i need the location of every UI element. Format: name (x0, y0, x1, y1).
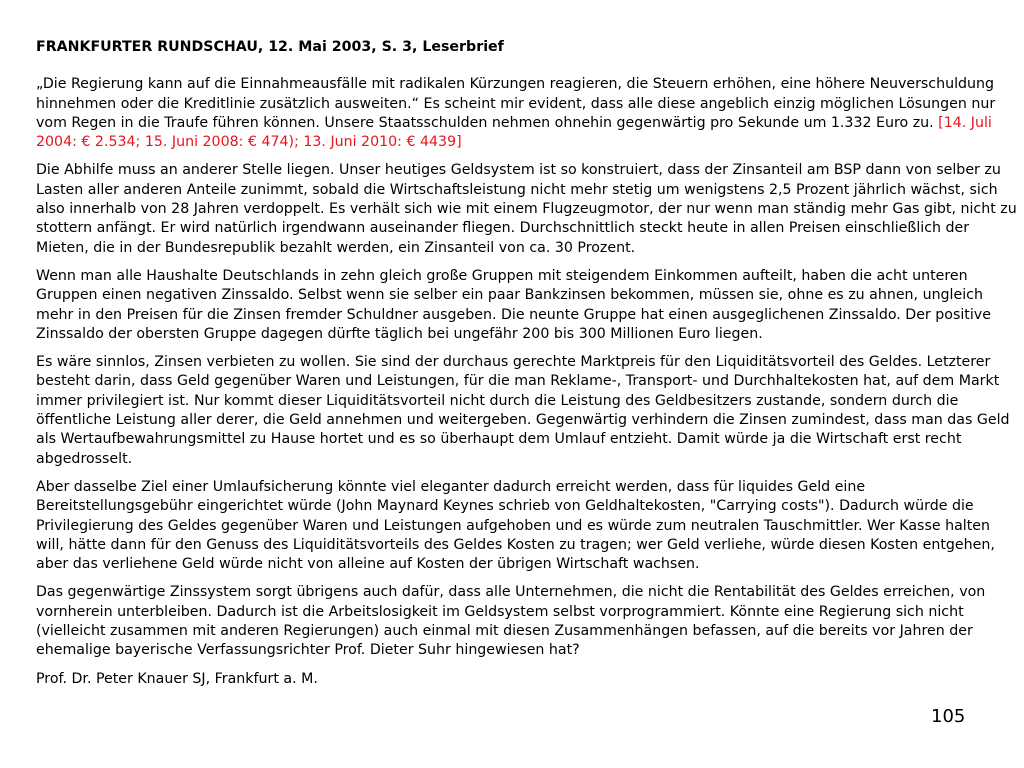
paragraph-2: Die Abhilfe muss an anderer Stelle liegen. Unser heutiges Geldsystem ist so konstruiert, dass der Zinsanteil am BSP dann von selber zu Lasten aller anderen Anteile zunimmt, sobald die Wirtschaftsleistung nicht mehr stetig um wenigstens 2,5 Prozent jährlich wächst, sich also innerhalb von 28 Jahren verdoppelt. Es verhält sich wie mit einem Flugzeugmotor, der nur wenn man ständig mehr Gas gibt, nicht zu stottern anfängt. Er wird natürlich irgendwann auseinander fliegen. Durchschnittlich steckt heute in allen Preisen einschließlich der Mieten, die in der Bundesrepublik bezahlt werden, ein Zinsanteil von ca. 30 Prozent. (36, 162, 1017, 256)
paragraph-5: Aber dasselbe Ziel einer Umlaufsicherung könnte viel eleganter dadurch erreicht werden, dass für liquides Geld eine Bereitstellungsgebühr eingerichtet würde (John Maynard Keynes schrieb von Geldhaltekosten, "Carrying costs"). Dadurch würde die Privilegierung des Geldes gegenüber Waren und Leistungen aufgehoben und es würde zum neutralen Tauschmittler. Wer Kasse halten will, hätte dann für den Genuss des Liquiditätsvorteils des Geldes Kosten zu tragen; wer Geld verliehe, würde diesen Kosten entgehen, aber das verliehene Geld würde nicht von alleine auf Kosten der übrigen Wirtschaft wachsen. (36, 478, 995, 573)
paragraph-4: Es wäre sinnlos, Zinsen verbieten zu wollen. Sie sind der durchaus gerechte Marktpreis für den Liquiditätsvorteil des Geldes. Letzterer besteht darin, dass Geld gegenüber Waren und Leistungen, für die man Reklame-, Transport- und Durchhaltekosten hat, auf dem Markt immer privilegiert ist. Nur kommt dieser Liquiditätsvorteil nicht durch die Leistung des Geldbesitzers zustande, sondern durch die öffentliche Leistung aller derer, die Geld annehmen und weitergeben. Gegenwärtig verhindern die Zinsen zumindest, dass man das Geld als Wertaufbewahrungsmittel zu Hause hortet und es so überhaupt dem Umlauf entzieht. Damit würde ja die Wirtschaft erst recht abgedrosselt. (36, 354, 1010, 467)
page-number: 105 (931, 706, 966, 727)
paragraph-1-text: „Die Regierung kann auf die Einnahmeausfälle mit radikalen Kürzungen reagieren, die Steuern erhöhen, eine höhere Neuverschuldung hinnehmen oder die Kreditlinie zusätzlich ausweiten.“ Es scheint mir evident, dass alle diese angeblich einzig möglichen Lösungen nur vom Regen in die Traufe führen können. Unsere Staatsschulden nehmen ohnehin gegenwärtig pro Sekunde um 1.332 Euro zu. (36, 76, 996, 131)
paragraph-6: Das gegenwärtige Zinssystem sorgt übrigens auch dafür, dass alle Unternehmen, die nicht die Rentabilität des Geldes erreichen, von vornherein unterbleiben. Dadurch ist die Arbeitslosigkeit im Geldsystem selbst vorprogrammiert. Könnte eine Regierung sich nicht (vielleicht zusammen mit anderen Regierungen) auch einmal mit diesen Zusammenhängen befassen, auf die bereits vor Jahren der ehemalige bayerische Verfassungsrichter Prof. Dieter Suhr hingewiesen hat? (36, 584, 986, 659)
signature: Prof. Dr. Peter Knauer SJ, Frankfurt a. M. (36, 670, 318, 687)
article-header: FRANKFURTER RUNDSCHAU, 12. Mai 2003, S. 3, Leserbrief (36, 39, 504, 55)
paragraph-3: Wenn man alle Haushalte Deutschlands in zehn gleich große Gruppen mit steigendem Einkommen aufteilt, haben die acht unteren Gruppen einen negativen Zinssaldo. Selbst wenn sie selber ein paar Bankzinsen bekommen, müssen sie, ohne es zu ahnen, ungleich mehr in den Preisen für die Zinsen fremder Schuldner ausgeben. Die neunte Gruppe hat einen ausgeglichenen Zinssaldo. Der positive Zinssaldo der obersten Gruppe dagegen dürfte täglich bei ungefähr 200 bis 300 Millionen Euro liegen. (36, 267, 991, 342)
paragraph-1 (36, 75, 1018, 152)
letter-content (36, 38, 1018, 689)
paragraph-1-note: [14. Juli 2004: € 2.534; 15. Juni 2008: € 474); 13. Juni 2010: € 4439] (36, 114, 992, 151)
